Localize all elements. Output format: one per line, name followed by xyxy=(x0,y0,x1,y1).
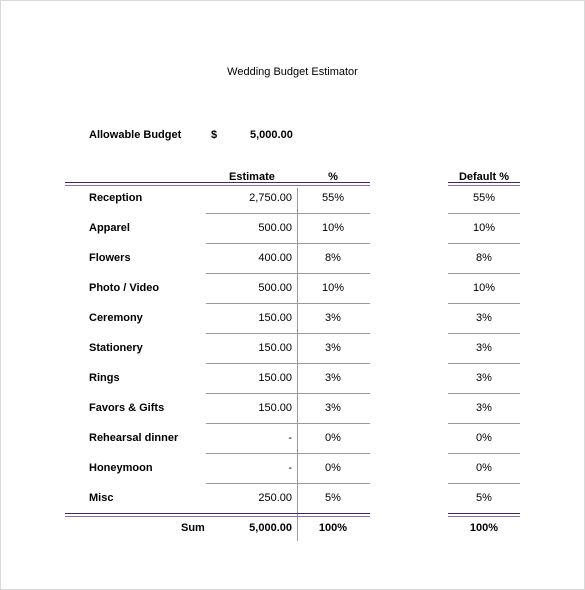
row-default-percent: 10% xyxy=(472,282,496,294)
page-title: Wedding Budget Estimator xyxy=(227,66,358,78)
row-estimate: 150.00 xyxy=(258,372,292,384)
row-estimate: 150.00 xyxy=(258,342,292,354)
row-estimate: - xyxy=(288,432,292,444)
row-default-percent: 3% xyxy=(476,372,492,384)
row-estimate: - xyxy=(288,462,292,474)
sum-label: Sum xyxy=(181,522,205,534)
table-row xyxy=(1,214,584,244)
row-percent: 3% xyxy=(325,342,341,354)
row-percent: 8% xyxy=(325,252,341,264)
row-percent: 0% xyxy=(325,432,341,444)
row-default-percent: 0% xyxy=(476,462,492,474)
row-label: Rehearsal dinner xyxy=(89,432,179,444)
table-row xyxy=(1,304,584,334)
table-row xyxy=(1,484,584,514)
row-percent: 10% xyxy=(321,282,345,294)
row-estimate: 500.00 xyxy=(258,222,292,234)
table-row xyxy=(1,184,584,214)
header-estimate: Estimate xyxy=(229,171,275,183)
row-percent: 0% xyxy=(325,462,341,474)
allowable-budget-amount: 5,000.00 xyxy=(250,129,293,141)
row-estimate: 2,750.00 xyxy=(249,192,292,204)
table-row xyxy=(1,454,584,484)
row-default-percent: 0% xyxy=(476,432,492,444)
row-label: Apparel xyxy=(89,222,130,234)
row-percent: 55% xyxy=(321,192,345,204)
row-default-percent: 3% xyxy=(476,402,492,414)
sum-default-percent: 100% xyxy=(469,522,499,534)
estimate-column-divider xyxy=(297,188,298,541)
row-percent: 3% xyxy=(325,372,341,384)
row-percent: 10% xyxy=(321,222,345,234)
row-default-percent: 10% xyxy=(472,222,496,234)
row-default-percent: 3% xyxy=(476,312,492,324)
row-default-percent: 8% xyxy=(476,252,492,264)
row-default-percent: 55% xyxy=(472,192,496,204)
row-label: Flowers xyxy=(89,252,131,264)
sum-estimate: 5,000.00 xyxy=(249,522,292,534)
row-percent: 3% xyxy=(325,312,341,324)
row-estimate: 250.00 xyxy=(258,492,292,504)
row-label: Rings xyxy=(89,372,120,384)
row-label: Honeymoon xyxy=(89,462,153,474)
sum-divider-main xyxy=(65,513,370,517)
table-row xyxy=(1,364,584,394)
row-estimate: 150.00 xyxy=(258,312,292,324)
sum-percent: 100% xyxy=(318,522,348,534)
row-estimate: 500.00 xyxy=(258,282,292,294)
header-default-percent: Default % xyxy=(458,171,510,183)
row-default-percent: 3% xyxy=(476,342,492,354)
header-percent: % xyxy=(328,171,338,183)
row-label: Favors & Gifts xyxy=(89,402,165,414)
row-percent: 3% xyxy=(325,402,341,414)
table-row xyxy=(1,424,584,454)
allowable-budget-label: Allowable Budget xyxy=(89,129,182,141)
row-label: Reception xyxy=(89,192,143,204)
row-estimate: 150.00 xyxy=(258,402,292,414)
row-percent: 5% xyxy=(325,492,341,504)
table-row xyxy=(1,244,584,274)
row-label: Stationery xyxy=(89,342,143,354)
row-default-percent: 5% xyxy=(476,492,492,504)
row-label: Photo / Video xyxy=(89,282,160,294)
table-row xyxy=(1,274,584,304)
sum-divider-default xyxy=(448,513,520,517)
row-label: Ceremony xyxy=(89,312,143,324)
row-estimate: 400.00 xyxy=(258,252,292,264)
allowable-budget-currency: $ xyxy=(211,129,218,141)
row-label: Misc xyxy=(89,492,114,504)
table-row xyxy=(1,394,584,424)
table-row xyxy=(1,334,584,364)
